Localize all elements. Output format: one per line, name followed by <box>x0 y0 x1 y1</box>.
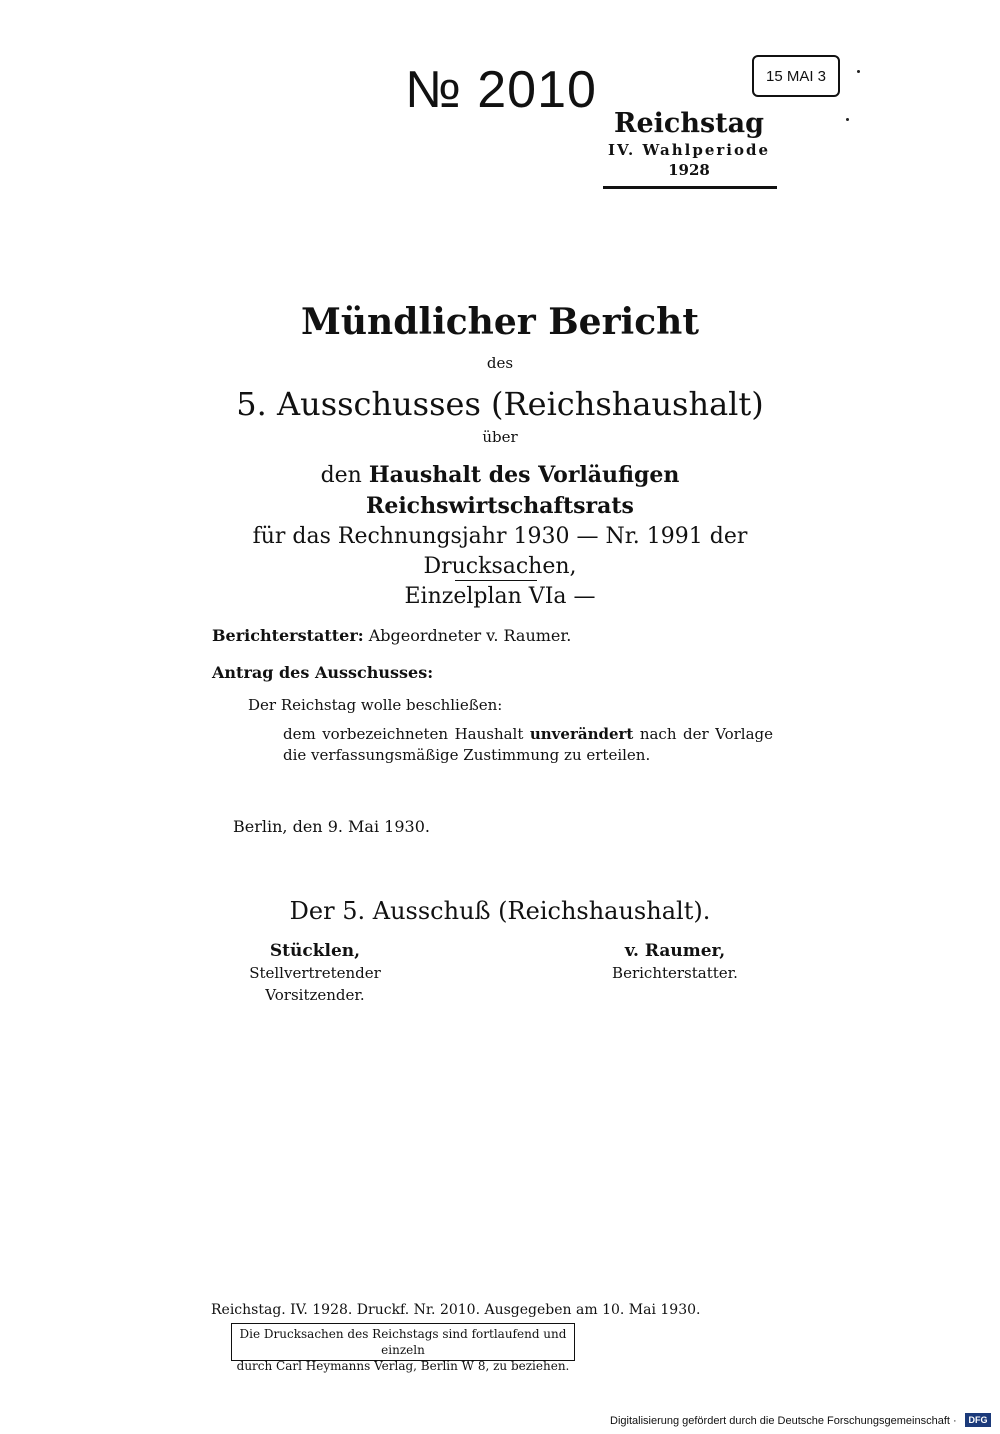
stamp-text: 15 MAI 3 <box>765 67 827 85</box>
report-title: Mündlicher Bericht <box>301 301 699 343</box>
subject-line-1 <box>200 460 800 522</box>
signature-right <box>590 940 760 984</box>
signatory-name-right: v. Raumer, <box>624 941 726 961</box>
title-connector-des: des <box>486 354 514 372</box>
motion-label: Antrag des Ausschusses: <box>212 663 434 682</box>
parliament-name: Reichstag <box>614 108 764 139</box>
signatory-name-left: Stücklen, <box>269 941 361 961</box>
period-year: 1928 <box>668 161 710 179</box>
reporter-label: Berichterstatter: <box>212 626 364 645</box>
resolution-bold: unverändert <box>529 725 634 743</box>
reporter-value: Abgeordneter v. Raumer. <box>363 626 572 645</box>
subject-prefix: den <box>320 463 369 488</box>
header-rule <box>603 186 777 189</box>
place-date: Berlin, den 9. Mai 1930. <box>233 817 430 836</box>
reporter-line <box>212 625 571 647</box>
committee-signature: Der 5. Ausschuß (Reichshaushalt). <box>289 897 711 925</box>
signature-left <box>205 940 425 1006</box>
publisher-line-2: durch Carl Heymanns Verlag, Berlin W 8, zu beziehen. <box>236 1359 570 1373</box>
publisher-line-1: Die Drucksachen des Reichstags sind fortlaufend und einzeln <box>239 1327 567 1357</box>
footer-publication-line: Reichstag. IV. 1928. Druckf. Nr. 2010. Ausgegeben am 10. Mai 1930. <box>211 1302 701 1318</box>
resolution-post: nach der Vorlage die verfassungsmäßige Zustimmung zu erteilen. <box>283 725 773 764</box>
footer-publisher-box <box>231 1323 575 1373</box>
scan-speck <box>846 118 849 121</box>
scan-speck <box>857 70 860 73</box>
parliament-block <box>600 108 778 180</box>
document-number: № 2010 <box>405 61 597 119</box>
resolution-text <box>283 724 773 766</box>
dfg-logo-icon: DFG <box>965 1413 991 1427</box>
subject-line-2: für das Rechnungsjahr 1930 — Nr. 1991 der Drucksachen, <box>252 524 748 579</box>
receipt-stamp <box>752 55 840 97</box>
title-connector-ueber: über <box>482 428 518 446</box>
legislative-period: IV. Wahlperiode <box>607 141 770 159</box>
subject-highlight: Haushalt des Vorläufigen Reichswirtschaftsrats <box>366 462 680 519</box>
signatory-role-right: Berichterstatter. <box>612 964 738 982</box>
signatory-role-left: Stellvertretender Vorsitzender. <box>249 964 381 1004</box>
report-subject <box>200 460 800 612</box>
section-divider <box>455 580 537 581</box>
digitization-note: Digitalisierung gefördert durch die Deutsche Forschungsgemeinschaft · <box>610 1415 957 1427</box>
resolve-line: Der Reichstag wolle beschließen: <box>248 696 503 714</box>
committee-title: 5. Ausschusses (Reichshaushalt) <box>236 385 764 423</box>
subject-line-3: Einzelplan VIa — <box>404 584 596 609</box>
motion-heading <box>212 662 433 684</box>
resolution-pre: dem vorbezeichneten Haushalt <box>283 725 530 743</box>
